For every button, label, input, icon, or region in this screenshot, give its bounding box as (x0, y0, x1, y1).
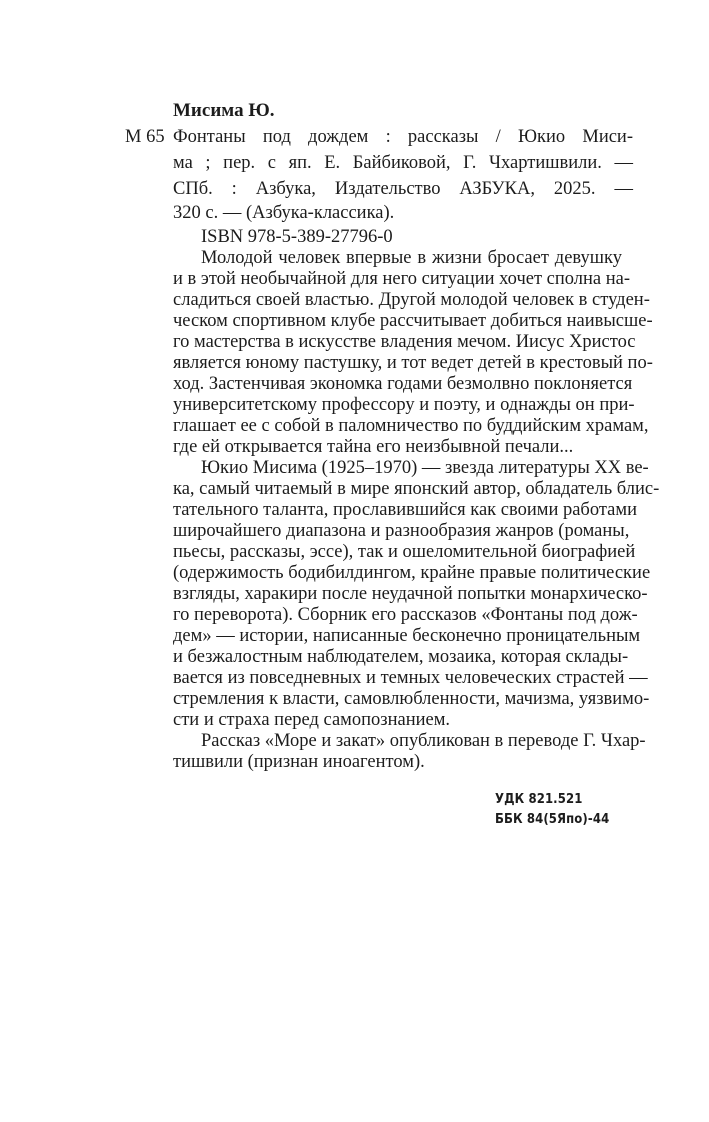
annotation-line: Юкио Мисима (1925–1970) — звезда литературы XX ве- (201, 458, 649, 478)
title-line: 320 с. — (Азбука-классика). (173, 203, 395, 223)
annotation-line: го мастерства в искусстве владения мечом. Иисус Христос (173, 332, 636, 352)
annotation-line: вается из повседневных и темных человеческих страстей — (173, 668, 648, 688)
annotation-line: Молодой человек впервые в жизни бросает девушку (201, 248, 622, 268)
annotation-line: тательного таланта, прославившийся как своими работами (173, 500, 637, 520)
author-heading: Мисима Ю. (173, 100, 275, 121)
title-line: Фонтаны под дождем : рассказы / Юкио Миси- (173, 127, 633, 147)
annotation-line: го переворота). Сборник его рассказов «Фонтаны под дож- (173, 605, 638, 625)
title-line: СПб. : Азбука, Издательство АЗБУКА, 2025. — (173, 179, 633, 199)
annotation-line: Рассказ «Море и закат» опубликован в переводе Г. Чхар- (201, 731, 646, 751)
annotation-line: (одержимость бодибилдингом, крайне правые политические (173, 563, 651, 583)
annotation-line: сти и страха перед самопознанием. (173, 710, 451, 730)
annotation-line: сладиться своей властью. Другой молодой человек в студен- (173, 290, 650, 310)
title-line: ма ; пер. с яп. Е. Байбиковой, Г. Чхартишвили. — (173, 153, 633, 173)
author-code: М 65 (125, 127, 165, 147)
annotation-line: и в этой необычайной для него ситуации хочет сполна на- (173, 269, 631, 289)
udk-code: УДК 821.521 (495, 792, 583, 807)
annotation-line: и безжалостным наблюдателем, мозаика, которая склады- (173, 647, 629, 667)
annotation-line: глашает ее с собой в паломничество по буддийским храмам, (173, 416, 649, 436)
annotation-line: ческом спортивном клубе рассчитывает добиться наивысше- (173, 311, 653, 331)
annotation-line: тишвили (признан иноагентом). (173, 752, 425, 772)
isbn: ISBN 978-5-389-27796-0 (201, 227, 393, 247)
annotation-line: ход. Застенчивая экономка годами безмолвно поклоняется (173, 374, 633, 394)
annotation-line: широчайшего диапазона и разнообразия жанров (романы, (173, 521, 630, 541)
annotation-line: университетскому профессору и поэту, и однажды он при- (173, 395, 635, 415)
annotation-line: является юному пастушку, и тот ведет детей в крестовый по- (173, 353, 653, 373)
annotation-line: дем» — истории, написанные бесконечно проницательным (173, 626, 641, 646)
annotation-line: пьесы, рассказы, эссе), так и ошеломительной биографией (173, 542, 636, 562)
annotation-line: ка, самый читаемый в мире японский автор, обладатель блис- (173, 479, 660, 499)
annotation-line: где ей открывается тайна его неизбывной печали... (173, 437, 574, 457)
bbk-code: ББК 84(5Япо)-44 (495, 812, 610, 827)
annotation-line: стремления к власти, самовлюбленности, мачизма, уязвимо- (173, 689, 650, 709)
annotation-line: взгляды, харакири после неудачной попытки монархическо- (173, 584, 648, 604)
